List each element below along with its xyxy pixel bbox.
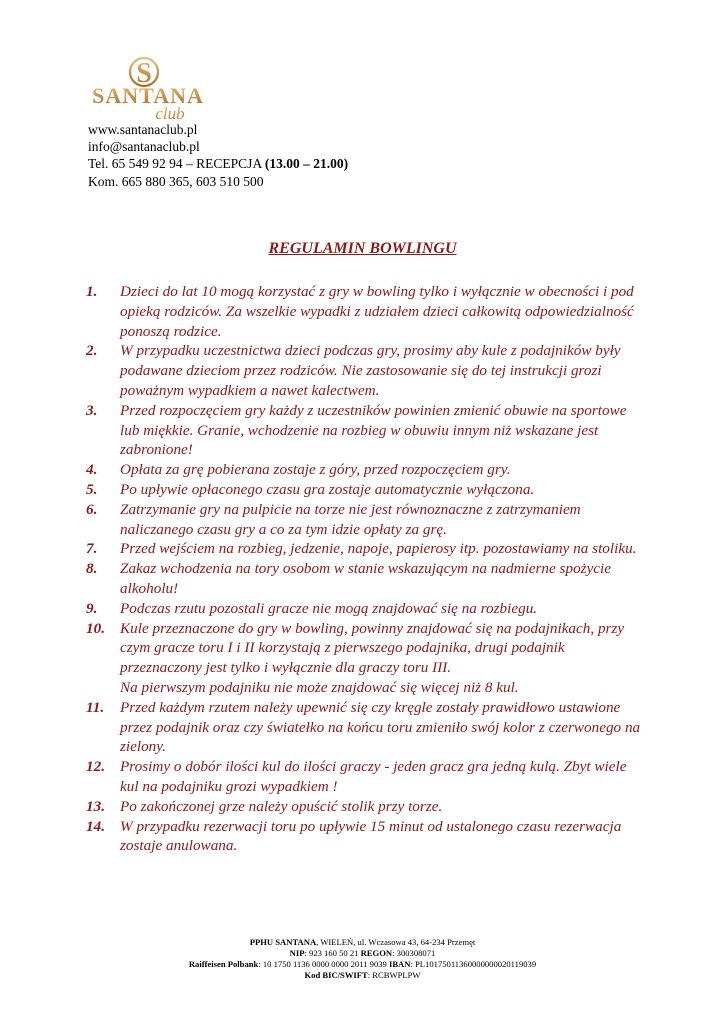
rule-text: W przypadku rezerwacji toru po upływie 15 minut od ustalonego czasu rezerwacja zostaje anulowana. [120,817,622,855]
rule-number: 6. [86,500,98,518]
rule-text: Po upływie opłaconego czasu gra zostaje automatycznie wyłączona. [120,480,535,498]
rule-item [86,460,646,480]
footer-bic-line: Kod BIC/SWIFT: RCBWPLPW [304,970,421,980]
page-title: REGULAMIN BOWLINGU [268,240,457,257]
svg-text:SANTANA: SANTANA [92,83,204,108]
rule-item [86,619,646,698]
rule-text: Przed każdym rzutem należy upewnić się czy kręgle zostały prawidłowo ustawione przez podajnik oraz czy światełko na końcu toru zmieniło swój kolor z czerwonego na zielony. [120,698,641,756]
svg-text:S: S [136,58,152,89]
rule-number: 9. [86,599,98,617]
rule-item [86,341,646,400]
rule-number: 2. [86,342,98,360]
rule-text: Kule przeznaczone do gry w bowling, powinny znajdować się na podajnikach, przy czym gracze toru I i II korzystają z pierwszego podajnika, drugi podajnik przeznaczony jest tylko i wyłącznie dla graczy toru III. [120,619,625,677]
rule-text: Dzieci do lat 10 mogą korzystać z gry w bowling tylko i wyłącznie w obecności i pod opieką rodziców. Za wszelkie wypadki z udziałem dzieci całkowitą odpowiedzialność ponoszą rodzice. [120,283,634,340]
rule-item [86,480,646,500]
rule-text: Przed rozpoczęciem gry każdy z uczestników powinien zmienić obuwie na sportowe lub miękkie. Granie, wchodzenie na rozbieg w obuwiu innym niż wskazane jest zabronione! [120,401,627,459]
rules-list [86,282,646,856]
rule-item [86,698,646,757]
rule-number: 8. [86,560,98,578]
rule-item [86,599,646,619]
footer-bank-line: Raiffeisen Polbank: 10 1750 1136 0000 0000 2011 9039 IBAN: PL10175011360000000020119039 [188,959,537,969]
rule-extra-text: Na pierwszym podajniku nie może znajdować się więcej niż 8 kul. [120,678,519,696]
footer-company-line: PPHU SANTANA, WIELEŃ, ul. Wczasowa 43, 64-234 Przemęt [249,937,476,947]
rule-number: 5. [86,480,98,498]
rule-text: Podczas rzutu pozostali gracze nie mogą znajdować się na rozbiegu. [120,599,538,617]
rule-number: 14. [86,817,105,835]
rule-number: 13. [86,797,105,815]
rule-item [86,559,646,599]
rule-item [86,539,646,559]
rule-text: Prosimy o dobór ilości kul do ilości graczy - jeden gracz gra jedną kulą. Zbyt wiele kul na podajniku grozi wypadkiem ! [120,758,627,795]
website-link[interactable]: www.santanaclub.pl [88,122,198,137]
rule-text: Zatrzymanie gry na pulpicie na torze nie jest równoznaczne z zatrzymaniem naliczanego czasu gry a co za tym idzie opłaty za grę. [120,500,581,538]
rule-item [86,500,646,540]
rule-text: W przypadku uczestnictwa dzieci podczas gry, prosimy aby kule z podajników były podawane dzieciom przez rodziców. Nie zastosowanie się do tej instrukcji grozi poważnym wypadkiem a nawet kalectwem. [120,342,621,399]
rule-text: Zakaz wchodzenia na tory osobom w stanie wskazującym na nadmierne spożycie alkoholu! [120,560,612,597]
footer-registry-line: NIP: 923 160 50 21 REGON: 300308071 [289,948,436,958]
santana-club-logo [78,56,218,124]
company-footer [0,937,725,981]
rule-number: 11. [86,698,105,716]
rule-number: 7. [86,540,98,558]
email-link[interactable]: info@santanaclub.pl [88,139,200,155]
rule-number: 3. [86,401,98,419]
rule-item [86,757,646,797]
rule-item [86,797,646,817]
rule-number: 4. [86,461,98,479]
rule-item [86,401,646,460]
rule-number: 10. [86,619,105,637]
phone-line: Tel. 65 549 92 94 – RECEPCJA (13.00 – 21.00) [88,156,349,172]
rule-number: 1. [86,283,98,300]
mobile-line: Kom. 665 880 365, 603 510 500 [88,173,264,189]
rule-number: 12. [86,758,105,776]
rule-text: Po zakończonej grze należy opuścić stolik przy torze. [120,797,443,815]
contact-block [88,121,348,190]
rule-item [86,817,646,857]
rule-item [86,282,646,341]
rule-text: Opłata za grę pobierana zostaje z góry, przed rozpoczęciem gry. [120,461,511,479]
svg-text:club: club [155,104,185,123]
rule-text: Przed wejściem na rozbieg, jedzenie, napoje, papierosy itp. pozostawiamy na stoliku. [120,540,637,558]
